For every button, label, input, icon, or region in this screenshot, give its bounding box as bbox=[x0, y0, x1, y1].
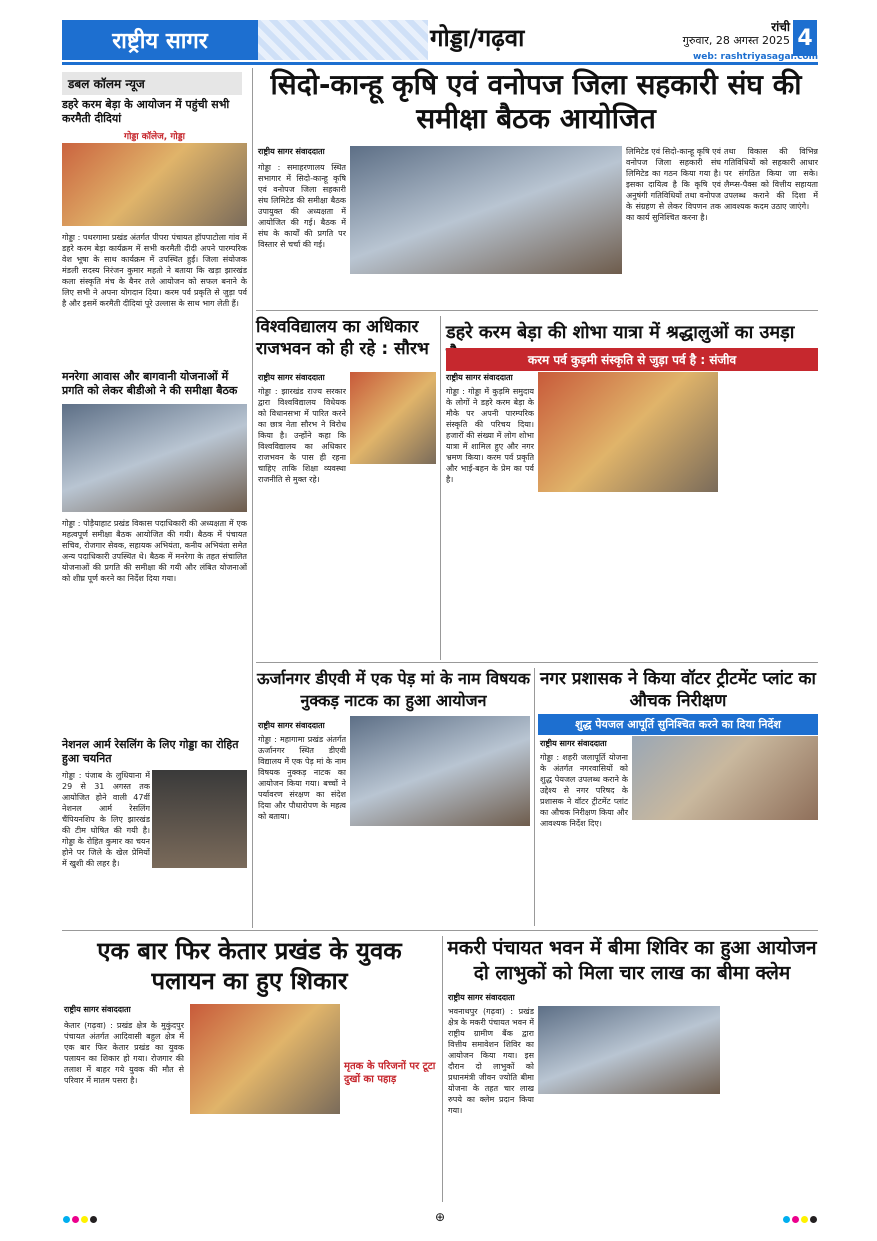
karam-body-3 bbox=[630, 498, 718, 658]
story3-body-cont bbox=[62, 872, 247, 932]
story3-body: गोड्डा : पंजाब के लुधियाना में 29 से 31 अगस्त तक आयोजित होने वाली 47वीं नेशनल आर्म रेसलिंग चैंपियनशिप के लिए झारखंड की टीम घोषित की गयी है। गोड्डा के रोहित कुमार का चयन होने पर जिले के खेल प्रेमियों में खुशी की लहर है। bbox=[62, 771, 150, 868]
website: web: rashtriyasagar.com bbox=[692, 52, 818, 62]
bima-photo bbox=[538, 1006, 720, 1094]
color-registration-marks bbox=[62, 1208, 98, 1227]
story2-photo bbox=[62, 404, 247, 512]
urja-byline: राष्ट्रीय सागर संवाददाता bbox=[258, 721, 325, 730]
kedar-byline: राष्ट्रीय सागर संवाददाता bbox=[64, 1005, 131, 1014]
karam-body-1: गोड्डा : गोड्डा में कुड़मि समुदाय के लोगों ने डहरे करम बेड़ा के मौके पर अपनी पारम्परिक संस्कृति की परिचय दिया। हजारों की संख्या में लोग शोभा यात्रा में शामिल हुए और नगर भ्रमण किया। करम पर्व प्रकृति और भाई-बहन के प्रेम का पर्व है। bbox=[446, 387, 534, 484]
section-label: डबल कॉलम न्यूज bbox=[62, 72, 242, 95]
color-registration-marks-right bbox=[782, 1208, 818, 1227]
lead-byline: राष्ट्रीय सागर संवाददाता bbox=[258, 147, 325, 156]
column-divider bbox=[252, 68, 253, 928]
kedar-subheadline: मृतक के परिजनों पर टूटा दुखों का पहाड़ bbox=[344, 1061, 436, 1085]
masthead-pattern bbox=[258, 20, 428, 60]
footer-strip bbox=[62, 1210, 818, 1224]
lower-rule bbox=[62, 930, 818, 931]
lower-divider bbox=[442, 936, 443, 1202]
urja-body-3 bbox=[442, 830, 530, 924]
nagar-photo bbox=[632, 736, 818, 820]
bima-body-2 bbox=[538, 1098, 626, 1200]
kedar-photo bbox=[190, 1004, 340, 1114]
kedar-body-4 bbox=[344, 1092, 439, 1200]
urja-photo bbox=[350, 716, 530, 826]
university-body: गोड्डा : झारखंड राज्य सरकार द्वारा विश्वविद्यालय विधेयक को विधानसभा में पारित करने का छात्र नेता सौरभ ने विरोध किया है। उन्होंने कहा कि विश्वविद्यालय का अधिकार राजभवन के पास ही रहना चाहिए ताकि शिक्षा व्यवस्था राजनीति से मुक्त रहे। bbox=[258, 387, 346, 484]
city: रांची bbox=[771, 20, 790, 34]
lead-headline: सिदो-कान्हू कृषि एवं वनोपज जिला सहकारी संघ की समीक्षा बैठक आयोजित bbox=[270, 68, 802, 135]
urja-body-2 bbox=[350, 830, 438, 924]
story1-headline: डहरे करम बेड़ा के आयोजन में पहुंची सभी करमैती दीदियां bbox=[62, 98, 230, 125]
nagar-headline: नगर प्रशासक ने किया वॉटर ट्रीटमेंट प्लांट का औचक निरीक्षण bbox=[540, 669, 816, 711]
kedar-headline: एक बार फिर केतार प्रखंड के युवक पलायन का हुए शिकार bbox=[97, 937, 402, 995]
bima-body-4 bbox=[724, 992, 818, 1200]
karam-headline: डहरे करम बेड़ा की शोभा यात्रा में श्रद्धालुओं का उमड़ा bbox=[446, 322, 795, 343]
mid-divider bbox=[440, 316, 441, 660]
university-photo bbox=[350, 372, 436, 464]
university-body-cont bbox=[350, 468, 436, 658]
bima-headline: मकरी पंचायत भवन में बीमा शिविर का हुआ आयोजन दो लाभुकों को मिला चार लाख का बीमा क्लेम bbox=[447, 937, 817, 984]
story1-photo-banner: गोड्डा कॉलेज, गोड्डा bbox=[62, 128, 247, 143]
nagar-body: गोड्डा : शहरी जलापूर्ति योजना के अंतर्गत नगरवासियों को शुद्ध पेयजल उपलब्ध कराने के उद्देश्य से नगर परिषद के प्रशासक ने वॉटर ट्रीटमेंट प्लांट का औचक निरीक्षण किया और आवश्यक निर्देश दिए। bbox=[540, 753, 628, 828]
page-mark: ⊕ bbox=[434, 1210, 446, 1224]
masthead-logo: राष्ट्रीय सागर bbox=[62, 20, 258, 60]
story3-headline: नेशनल आर्म रेसलिंग के लिए गोड्डा का रोहित हुआ चयनित bbox=[62, 738, 239, 765]
bima-body: भवनाथपुर (गढ़वा) : प्रखंड क्षेत्र के मकरी पंचायत भवन में राष्ट्रीय ग्रामीण बैंक द्वारा वित्तीय समावेशन शिविर का आयोजन किया गया। इस दौरान दो लाभुकों को प्रधानमंत्री जीवन ज्योति बीमा योजना के तहत चार लाख रुपये का क्लेम प्रदान किया गया। bbox=[448, 1007, 534, 1115]
date: गुरुवार, 28 अगस्त 2025 bbox=[682, 34, 790, 47]
lead-photo bbox=[350, 146, 622, 274]
nagar-byline: राष्ट्रीय सागर संवाददाता bbox=[540, 739, 607, 748]
urja-headline: ऊर्जानगर डीएवी में एक पेड़ मां के नाम विषयक नुक्कड़ नाटक का हुआ आयोजन bbox=[257, 669, 530, 710]
lead-body-3: तथा विकास की विभिन्न गतिविधियों को सहकारी आधार पर संगठित किया जा सके। लैम्प्स-पैक्स को वित्तीय सहायता उपलब्ध कराने की दिशा में आवश्यक कदम उठाए जाएंगे। bbox=[724, 147, 818, 211]
story1-body: गोड्डा : पथरगामा प्रखंड अंतर्गत पीपरा पंचायत हॉपपाटोला गांव में डहरे करम बेड़ा कार्यक्रम में सभी करमैती दीदी अपने पारम्परिक वेश भूषा के साथ कार्यक्रम में उपस्थित हुईं। जिला संयोजक मंडली सदस्य निरंजन कुमार महतो ने बताया कि खड़ा झारखंड कला संस्कृति मंच के बैनर तले आयोजन को सफल बनाने के लिए सभी ने अपना योगदान दिया। करम पर्व प्रकृति से जुड़ा पर्व है और इसमें करमैती दीदियां पूरे उल्लास के साथ भाग लेती हैं। bbox=[62, 233, 247, 308]
lead-body-2: लिमिटेड एवं सिदो-कान्हू कृषि एवं वनोपज जिला सहकारी संघ लिमिटेड का गठन किया गया है। इसका दायित्व है कि कृषि एवं अनुषंगी गतिविधियों तथा वनोपज के संग्रहण से लेकर विपणन तक का कार्य सुनिश्चित करना है। bbox=[626, 147, 721, 222]
urja-divider bbox=[534, 668, 535, 926]
story1-photo bbox=[62, 128, 247, 226]
karam-body-4 bbox=[722, 372, 818, 658]
karam-body-2 bbox=[538, 498, 626, 658]
bima-byline: राष्ट्रीय सागर संवाददाता bbox=[448, 993, 515, 1002]
nagar-subheadline: शुद्ध पेयजल आपूर्ति सुनिश्चित करने का दिया निर्देश bbox=[538, 714, 818, 735]
kedar-body-3 bbox=[344, 1004, 439, 1058]
lead-body-1: गोड्डा : समाहरणालय स्थित सभागार में सिदो-कान्हू कृषि एवं वनोपज जिला सहकारी संघ लिमिटेड की समीक्षा बैठक उपायुक्त की अध्यक्षता में आयोजित की गई। बैठक में संघ के कार्यों की प्रगति पर विस्तार से चर्चा की गई। bbox=[258, 163, 346, 249]
university-headline: विश्वविद्यालय का अधिकार राजभवन को ही रहे : सौरभ bbox=[256, 317, 429, 359]
section-title: गोड्डा/गढ़वा bbox=[430, 23, 525, 52]
story3-photo bbox=[152, 770, 247, 868]
kedar-body-2 bbox=[190, 1118, 340, 1200]
nagar-body-3 bbox=[726, 824, 818, 924]
karam-photo bbox=[538, 372, 718, 492]
page-number: 4 bbox=[793, 20, 817, 56]
karam-subheadline: करम पर्व कुड़मी संस्कृति से जुड़ा पर्व है : संजीव bbox=[446, 348, 818, 371]
bima-body-3 bbox=[630, 1098, 720, 1200]
lead-rule bbox=[256, 310, 818, 311]
nagar-body-2 bbox=[632, 824, 722, 924]
university-byline: राष्ट्रीय सागर संवाददाता bbox=[258, 373, 325, 382]
kedar-body: केतार (गढ़वा) : प्रखंड क्षेत्र के मुकुंदपुर पंचायत अंतर्गत आदिवासी बहुल क्षेत्र में एक बार फिर केतार प्रखंड का युवक पलायन का शिकार हो गया। रोजगार की तलाश में बाहर गये युवक की मौत से परिवार में मातम पसरा है। bbox=[64, 1021, 184, 1085]
mid-rule bbox=[256, 662, 818, 663]
story2-headline: मनरेगा आवास और बागवानी योजनाओं में प्रगति को लेकर बीडीओ ने की समीक्षा बैठक bbox=[62, 370, 238, 397]
karam-byline: राष्ट्रीय सागर संवाददाता bbox=[446, 373, 513, 382]
dateline bbox=[640, 20, 790, 48]
lead-photo-caption bbox=[350, 278, 622, 308]
story2-body: गोड्डा : पोड़ैयाहाट प्रखंड विकास पदाधिकारी की अध्यक्षता में एक महत्वपूर्ण समीक्षा बैठक आयोजित की गयी। बैठक में पंचायत सचिव, रोजगार सेवक, सहायक अभियंता, कनीय अभियंता समेत अन्य पदाधिकारी उपस्थित थे। बैठक में मनरेगा के तहत संचालित योजनाओं की प्रगति की समीक्षा की गयी और लंबित योजनाओं को शीघ्र पूर्ण करने का निर्देश दिया गया। bbox=[62, 519, 247, 583]
urja-body: गोड्डा : महागामा प्रखंड अंतर्गत ऊर्जानगर स्थित डीएवी विद्यालय में एक पेड़ मां के नाम विषयक नुक्कड़ नाटक का आयोजन किया गया। बच्चों ने पर्यावरण संरक्षण का संदेश दिया और पौधारोपण के महत्व को बताया। bbox=[258, 735, 346, 821]
header-rule bbox=[62, 62, 818, 65]
